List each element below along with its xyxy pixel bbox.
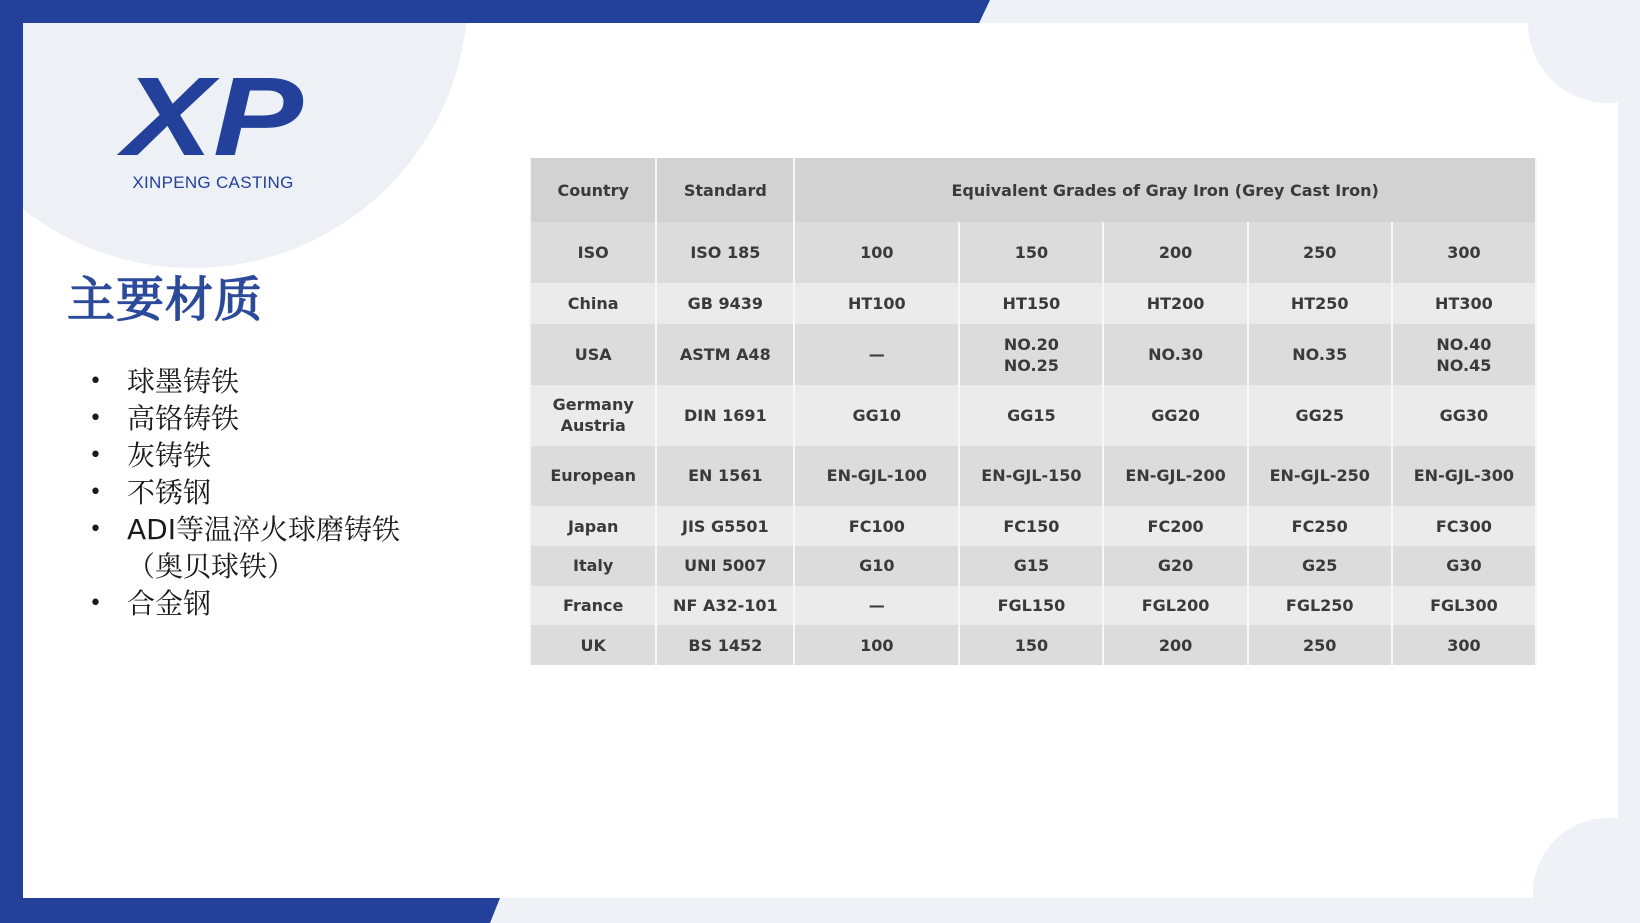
- cell-line: GG30: [1439, 405, 1489, 425]
- standard-cell: ASTM A48: [656, 324, 794, 385]
- cell-line: FC150: [1003, 516, 1060, 536]
- grade-cell: [794, 586, 959, 626]
- company-name: XINPENG CASTING: [132, 173, 294, 192]
- bullet-icon: •: [89, 443, 102, 468]
- cell-line: FC300: [1435, 516, 1492, 536]
- grade-cell: [794, 446, 959, 507]
- cell-line: G20: [1157, 556, 1194, 576]
- bullet-icon: •: [89, 369, 102, 394]
- cell-line: GG20: [1151, 405, 1200, 425]
- grade-cell: [959, 385, 1103, 446]
- grade-cell: [794, 283, 959, 325]
- cell-line: Japan: [568, 516, 619, 536]
- table-header-row: [530, 158, 1536, 222]
- material-label: 高铬铸铁: [127, 402, 240, 435]
- grade-cell: [1103, 222, 1247, 283]
- cell-line: —: [868, 595, 885, 615]
- header-country: Country: [530, 158, 656, 222]
- table-row: [530, 546, 1536, 586]
- cell-line: NO.30: [1148, 345, 1204, 365]
- material-label: 合金钢: [127, 587, 212, 620]
- grade-cell: [1392, 385, 1536, 446]
- corner-decoration-top-right: [1528, 23, 1618, 103]
- cell-line: China: [567, 293, 619, 313]
- grade-cell: [1248, 586, 1392, 626]
- cell-line: 150: [1014, 635, 1049, 655]
- cell-line: G25: [1302, 556, 1338, 576]
- grade-cell: [959, 625, 1103, 665]
- grade-cell: [1103, 446, 1247, 507]
- cell-line: UK: [580, 635, 606, 655]
- corner-decoration-bottom-right: [1533, 818, 1618, 898]
- cell-line: European: [550, 466, 637, 486]
- grade-cell: [1103, 506, 1247, 546]
- country-cell: [530, 222, 656, 283]
- cell-line: EN-GJL-200: [1125, 466, 1226, 486]
- list-item: [67, 363, 407, 400]
- grades-table: [529, 158, 1537, 665]
- list-item: [67, 474, 407, 511]
- table-row: [530, 625, 1536, 665]
- table-row: [530, 283, 1536, 325]
- cell-line: Austria: [560, 416, 626, 436]
- cell-line: Italy: [573, 556, 614, 576]
- grade-cell: [1392, 446, 1536, 507]
- slide: [23, 23, 1618, 898]
- cell-line: 100: [860, 242, 894, 262]
- cell-line: FGL300: [1430, 595, 1498, 615]
- table-body: [530, 222, 1536, 665]
- cell-line: GG25: [1295, 405, 1344, 425]
- grade-cell: [1103, 385, 1247, 446]
- bullet-icon: •: [89, 480, 102, 505]
- frame-bottom-bar: [0, 898, 500, 923]
- grade-cell: [1392, 222, 1536, 283]
- frame-left-bar: [0, 0, 23, 923]
- cell-line: FC250: [1291, 516, 1348, 536]
- standard-cell: ISO 185: [656, 222, 794, 283]
- cell-line: G10: [859, 556, 895, 576]
- grade-cell: [959, 546, 1103, 586]
- country-cell: [530, 324, 656, 385]
- grade-cell: [794, 385, 959, 446]
- cell-line: 100: [860, 635, 894, 655]
- cell-line: HT200: [1146, 293, 1205, 313]
- grade-cell: [1248, 324, 1392, 385]
- bullet-icon: •: [89, 517, 102, 542]
- cell-line: EN-GJL-250: [1269, 466, 1370, 486]
- cell-line: EN-GJL-300: [1413, 466, 1515, 486]
- grade-cell: [1392, 324, 1536, 385]
- cell-line: G30: [1446, 556, 1482, 576]
- grade-cell: [959, 586, 1103, 626]
- grade-cell: [1103, 586, 1247, 626]
- list-item: [67, 511, 407, 585]
- cell-line: NO.25: [1003, 355, 1059, 375]
- grades-table-container: [529, 158, 1537, 665]
- material-label: 球墨铸铁: [127, 365, 240, 398]
- cell-line: 150: [1014, 242, 1049, 262]
- cell-line: 200: [1158, 635, 1193, 655]
- materials-list: [67, 363, 407, 622]
- cell-line: 300: [1447, 635, 1481, 655]
- cell-line: HT150: [1002, 293, 1061, 313]
- grade-cell: [794, 546, 959, 586]
- cell-line: NO.35: [1292, 345, 1348, 365]
- grade-cell: [1248, 546, 1392, 586]
- grade-cell: [959, 446, 1103, 507]
- cell-line: USA: [574, 345, 612, 365]
- standard-cell: EN 1561: [656, 446, 794, 507]
- cell-line: NO.45: [1436, 355, 1492, 375]
- grade-cell: [1103, 283, 1247, 325]
- cell-line: Germany: [552, 395, 634, 415]
- grade-cell: [1248, 446, 1392, 507]
- cell-line: G15: [1013, 556, 1050, 576]
- bullet-icon: •: [89, 591, 102, 616]
- cell-line: HT250: [1290, 293, 1349, 313]
- cell-line: 200: [1158, 242, 1193, 262]
- material-label: ADI等温淬火球磨铸铁 （奥贝球铁）: [127, 513, 400, 583]
- grade-cell: [959, 283, 1103, 325]
- cell-line: HT100: [847, 293, 906, 313]
- standard-cell: GB 9439: [656, 283, 794, 325]
- country-cell: [530, 546, 656, 586]
- cell-line: ISO: [577, 242, 609, 262]
- cell-line: EN-GJL-150: [981, 466, 1082, 486]
- cell-line: EN-GJL-100: [826, 466, 927, 486]
- grade-cell: [794, 222, 959, 283]
- bullet-icon: •: [89, 406, 102, 431]
- standard-cell: BS 1452: [656, 625, 794, 665]
- table-row: [530, 222, 1536, 283]
- grade-cell: [1248, 283, 1392, 325]
- grade-cell: [794, 324, 959, 385]
- grade-cell: [1392, 283, 1536, 325]
- cell-line: FC100: [848, 516, 905, 536]
- country-cell: [530, 385, 656, 446]
- grade-cell: [1392, 506, 1536, 546]
- logo-letters: XP: [115, 63, 304, 173]
- list-item: [67, 437, 407, 474]
- table-row: [530, 506, 1536, 546]
- country-cell: [530, 283, 656, 325]
- cell-line: —: [868, 345, 885, 365]
- grade-cell: [1248, 506, 1392, 546]
- grade-cell: [1248, 385, 1392, 446]
- cell-line: 250: [1303, 242, 1337, 262]
- country-cell: [530, 625, 656, 665]
- grade-cell: [959, 324, 1103, 385]
- table-row: [530, 446, 1536, 507]
- grade-cell: [1248, 222, 1392, 283]
- grade-cell: [1392, 546, 1536, 586]
- grade-cell: [959, 222, 1103, 283]
- country-cell: [530, 506, 656, 546]
- grade-cell: [1248, 625, 1392, 665]
- cell-line: FGL250: [1285, 595, 1354, 615]
- table-row: [530, 324, 1536, 385]
- cell-line: GG10: [852, 405, 902, 425]
- table-row: [530, 586, 1536, 626]
- cell-line: NO.20: [1003, 334, 1059, 354]
- cell-line: NO.40: [1436, 334, 1492, 354]
- cell-line: HT300: [1435, 293, 1493, 313]
- grade-cell: [1392, 625, 1536, 665]
- standard-cell: UNI 5007: [656, 546, 794, 586]
- material-label: 不锈钢: [127, 476, 212, 509]
- header-equivalent-grades: Equivalent Grades of Gray Iron (Grey Cast Iron): [794, 158, 1536, 222]
- table-row: [530, 385, 1536, 446]
- cell-line: FC200: [1147, 516, 1204, 536]
- grade-cell: [794, 625, 959, 665]
- grade-cell: [794, 506, 959, 546]
- standard-cell: NF A32-101: [656, 586, 794, 626]
- grade-cell: [1392, 586, 1536, 626]
- grade-cell: [959, 506, 1103, 546]
- cell-line: FGL150: [997, 595, 1066, 615]
- cell-line: 300: [1447, 242, 1481, 262]
- country-cell: [530, 586, 656, 626]
- page-title: 主要材质: [67, 272, 264, 328]
- cell-line: FGL200: [1141, 595, 1210, 615]
- cell-line: GG15: [1007, 405, 1056, 425]
- country-cell: [530, 446, 656, 507]
- company-logo: [113, 63, 313, 173]
- cell-line: 250: [1303, 635, 1337, 655]
- grade-cell: [1103, 324, 1247, 385]
- list-item: [67, 585, 407, 622]
- cell-line: France: [563, 595, 624, 615]
- frame-top-bar: [0, 0, 990, 23]
- standard-cell: JIS G5501: [656, 506, 794, 546]
- list-item: [67, 400, 407, 437]
- material-label: 灰铸铁: [127, 439, 212, 472]
- standard-cell: DIN 1691: [656, 385, 794, 446]
- header-standard: Standard: [656, 158, 794, 222]
- grade-cell: [1103, 625, 1247, 665]
- grade-cell: [1103, 546, 1247, 586]
